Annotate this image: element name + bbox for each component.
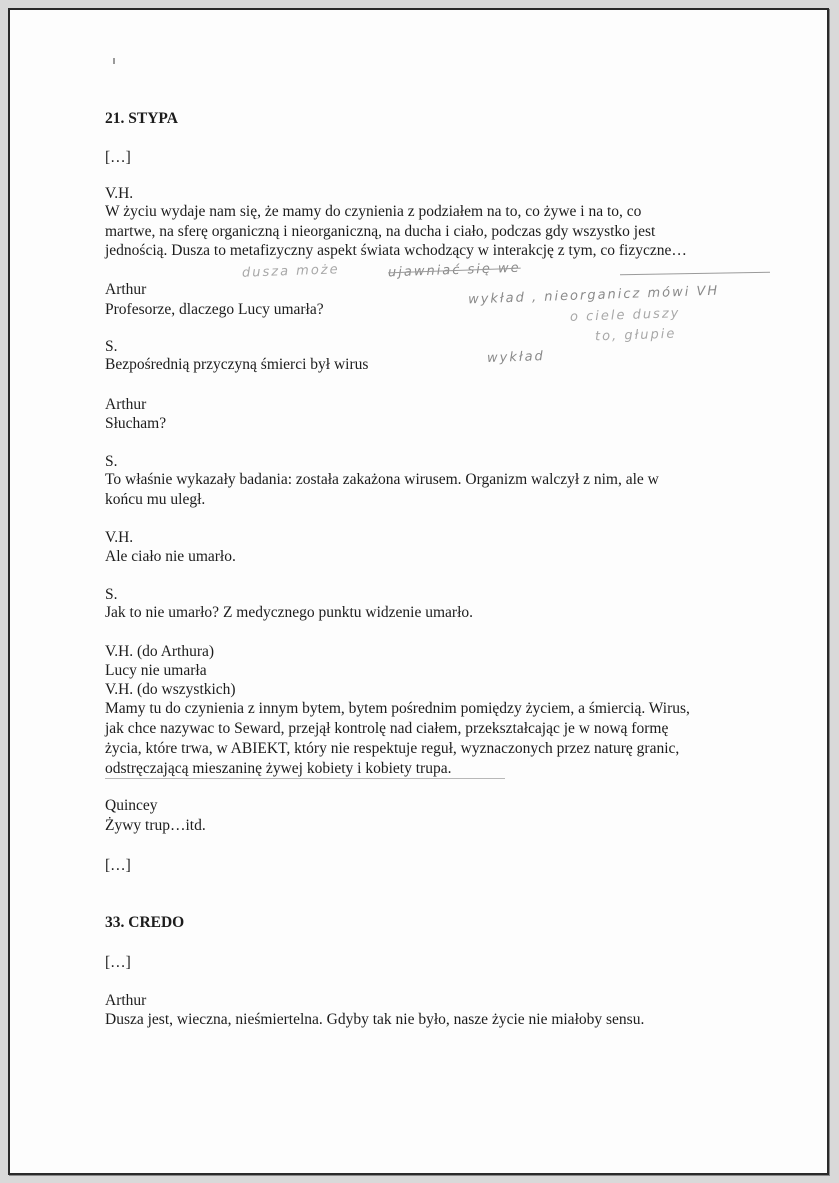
dialogue-line: W życiu wydaje nam się, że mamy do czynienia z podziałem na to, co żywe i na to, co <box>105 203 642 220</box>
speaker-name: V.H. (do Arthura) <box>105 643 215 660</box>
ellipsis: […] <box>105 149 131 166</box>
handwritten-note: to, głupie <box>594 326 677 345</box>
handwritten-note <box>388 261 521 281</box>
dialogue-line: Ale ciało nie umarło. <box>105 548 236 565</box>
dialogue-line: odstręczającą mieszaninę żywej kobiety i kobiety trupa. <box>105 760 452 777</box>
dialogue-line: Dusza jest, wieczna, nieśmiertelna. Gdyby tak nie było, nasze życie nie miałoby sensu. <box>105 1011 645 1028</box>
dialogue-line: Bezpośrednią przyczyną śmierci był wirus <box>105 356 369 373</box>
dialogue-line: Profesorze, dlaczego Lucy umarła? <box>105 301 324 318</box>
handwritten-note: o ciele duszy <box>569 306 681 325</box>
dialogue-line: jak chce nazywac to Seward, przejął kontrolę nad ciałem, przekształcając je w nową formę <box>105 720 669 737</box>
speaker-name: Arthur <box>105 396 147 413</box>
speaker-name: S. <box>105 453 118 470</box>
section-heading-credo: 33. CREDO <box>105 914 185 931</box>
handwritten-note: wykład , nieorganicz mówi VH <box>467 283 720 308</box>
handwritten-note: wykład <box>486 348 546 367</box>
section-heading-stypa: 21. STYPA <box>105 110 178 127</box>
speaker-name: Quincey <box>105 797 158 814</box>
handwritten-strike-line <box>620 272 770 276</box>
dialogue-line: Jak to nie umarło? Z medycznego punktu widzenie umarło. <box>105 604 474 621</box>
dialogue-line: martwe, na sferę organiczną i nieorganiczną, na ducha i ciało, podczas gdy wszystko jest <box>105 223 656 240</box>
dialogue-line: Żywy trup…itd. <box>105 817 206 834</box>
handwritten-strikethrough: ujawniać się we <box>387 260 521 281</box>
speaker-name: Arthur <box>105 992 147 1009</box>
dialogue-line: Słucham? <box>105 415 167 432</box>
dialogue-line: jednością. Dusza to metafizyczny aspekt świata wchodzący w interakcję z tym, co fizyczne… <box>105 242 687 259</box>
dialogue-line: Lucy nie umarła <box>105 662 207 679</box>
scan-speck <box>113 58 115 64</box>
dialogue-line: życia, które trwa, w ABIEKT, który nie respektuje reguł, wyznaczonych przez naturę granic, <box>105 740 680 757</box>
handwritten-underline <box>105 778 505 779</box>
speaker-name: V.H. (do wszystkich) <box>105 681 236 698</box>
document-page <box>8 8 829 1175</box>
speaker-name: S. <box>105 338 118 355</box>
speaker-name: S. <box>105 586 118 603</box>
ellipsis: […] <box>105 954 131 971</box>
speaker-name: V.H. <box>105 529 134 546</box>
speaker-name: Arthur <box>105 281 147 298</box>
speaker-name: V.H. <box>105 185 134 202</box>
dialogue-line: końcu mu uległ. <box>105 491 206 508</box>
handwritten-note: dusza może <box>241 262 340 281</box>
dialogue-line: Mamy tu do czynienia z innym bytem, bytem pośrednim pomiędzy życiem, a śmiercią. Wirus, <box>105 700 690 717</box>
dialogue-line: To właśnie wykazały badania: została zakażona wirusem. Organizm walczył z nim, ale w <box>105 471 659 488</box>
ellipsis: […] <box>105 857 131 874</box>
